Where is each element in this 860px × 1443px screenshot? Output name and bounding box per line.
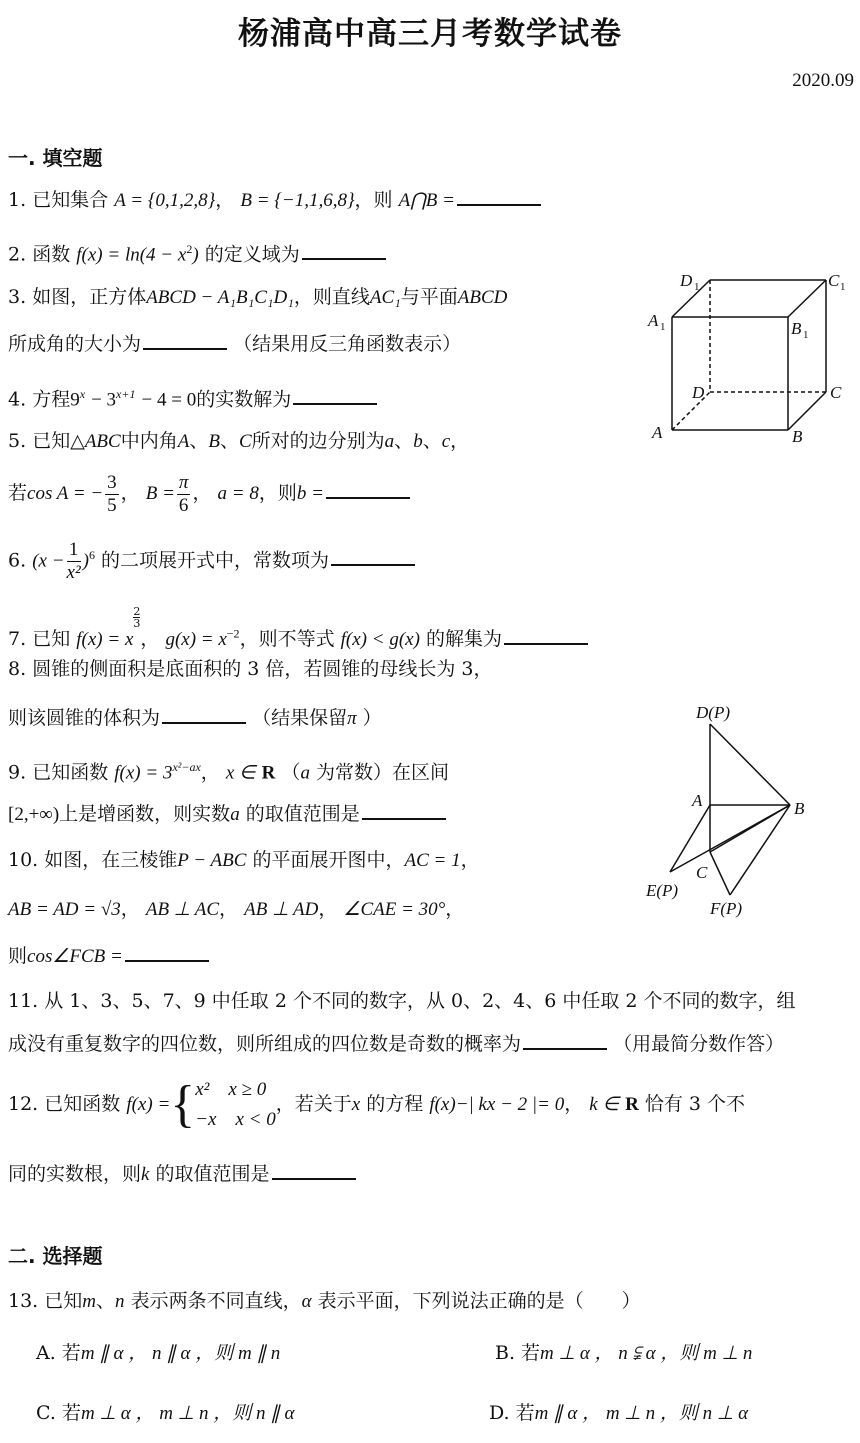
label-B: B: [792, 427, 803, 446]
question-12: 12. 已知函数 f(x) ={ x² x ≥ 0 −x x < 0 ，若关于x 的方程 f(x)−| kx − 2 |= 0， k ∈ R 恰有 3 个不: [8, 1076, 746, 1133]
answer-blank[interactable]: [293, 385, 377, 405]
question-3: 3. 如图，正方体ABCD − A₁B₁C₁D₁，则直线AC₁与平面ABCD: [8, 286, 508, 308]
answer-blank[interactable]: [326, 479, 410, 499]
net-figure: [640, 700, 850, 930]
question-10: 10. 如图，在三棱锥P − ABC 的平面展开图中，AC = 1，: [8, 849, 480, 871]
label-A: A: [652, 423, 663, 442]
label-B1: B: [791, 319, 802, 338]
answer-blank[interactable]: [162, 704, 246, 724]
question-10-cont: AB = AD = √3， AB ⊥ AC， AB ⊥ AD， ∠CAE = 30°，: [8, 898, 465, 920]
question-4: 4. 方程$9^x - 3^{x+1} - 4 = 0$的实数解为: [8, 381, 377, 413]
question-9: 9. 已知函数 $f(x) = 3^{x^2-ax}$， x ∈ R （a 为常数）在区间: [8, 760, 449, 784]
answer-blank[interactable]: [362, 800, 446, 820]
question-3-cont: 所成角的大小为 （结果用反三角函数表示）: [8, 330, 461, 357]
label-C1: C: [828, 271, 840, 290]
option-a[interactable]: A. 若m ∥ α ， n ∥ α ，则 m ∥ n: [36, 1342, 281, 1364]
answer-blank[interactable]: [331, 546, 415, 566]
answer-blank[interactable]: [504, 625, 588, 645]
question-6: 6. (x − $\frac{1}{\text{x²}}$ )$^6$ 的二项展开式中，常数项为: [8, 528, 415, 588]
svg-text:1: 1: [840, 281, 846, 293]
label-A1: A: [648, 311, 659, 330]
label-B: B: [794, 799, 805, 818]
option-d[interactable]: D. 若m ∥ α ， m ⊥ n ，则 n ⊥ α: [489, 1402, 749, 1424]
section-multiple-choice: 二. 选择题: [8, 1244, 103, 1268]
question-11: 11. 从 1、3、5、7、9 中任取 2 个不同的数字，从 0、2、4、6 中任取 2 个不同的数字，组: [8, 990, 796, 1012]
question-2: 2. 函数 $f(x) = \ln(4 - x^2)$ 的定义域为: [8, 236, 386, 268]
option-c[interactable]: C. 若m ⊥ α ， m ⊥ n ，则 n ∥ α: [36, 1402, 295, 1424]
question-7: 7. 已知 f(x) = x $^{\frac{2}{3}}$ ， $g(x) = x^{-2}$，则不等式 f(x) < g(x) 的解集为: [8, 606, 588, 653]
question-12-cont: 同的实数根，则k 的取值范围是: [8, 1160, 356, 1188]
question-8-cont: 则该圆锥的体积为 （结果保留π ）: [8, 704, 382, 732]
question-1: 1. 已知集合 A = {0,1,2,8}， B = {−1,1,6,8}，则 A⋂B =: [8, 186, 541, 214]
question-8: 8. 圆锥的侧面积是底面积的 3 倍，若圆锥的母线长为 3，: [8, 658, 493, 680]
question-5: 5. 已知△ABC中内角A、B、C所对的边分别为a、b、c，: [8, 430, 470, 452]
label-C: C: [830, 383, 842, 402]
question-13: 13. 已知m、n 表示两条不同直线，α 表示平面，下列说法正确的是（ ）: [8, 1290, 641, 1312]
label-E-P: E(P): [646, 881, 679, 900]
svg-text:1: 1: [694, 281, 700, 293]
question-5-cont: 若cos A = − $\frac{3}{5}$ ， B = $\frac{\pi}{6}$ ， a = 8，则b =: [8, 466, 410, 521]
question-10-cont2: 则cos∠FCB =: [8, 942, 209, 970]
label-D1: D: [680, 271, 693, 290]
label-A: A: [692, 791, 703, 810]
answer-blank[interactable]: [272, 1160, 356, 1180]
question-9-cont: [2,+∞)上是增函数，则实数a 的取值范围是: [8, 800, 446, 828]
answer-blank[interactable]: [523, 1030, 607, 1050]
question-11-cont: 成没有重复数字的四位数，则所组成的四位数是奇数的概率为 （用最简分数作答）: [8, 1030, 784, 1057]
option-b[interactable]: B. 若m ⊥ α ， n ⫋ α ，则 m ⊥ n: [495, 1342, 753, 1364]
svg-text:1: 1: [660, 321, 666, 333]
answer-blank[interactable]: [302, 240, 386, 260]
cube-figure: [640, 262, 850, 452]
answer-blank[interactable]: [125, 942, 209, 962]
label-D-P: D(P): [696, 703, 730, 722]
label-D: D: [692, 383, 705, 402]
exam-date: 2020.09: [792, 70, 854, 91]
label-C: C: [696, 863, 708, 882]
section-fill-blank: 一. 填空题: [8, 146, 103, 170]
page-title: 杨浦高中高三月考数学试卷: [238, 16, 622, 52]
answer-blank[interactable]: [143, 330, 227, 350]
svg-text:1: 1: [803, 329, 809, 341]
label-F-P: F(P): [710, 899, 743, 918]
answer-blank[interactable]: [457, 186, 541, 206]
